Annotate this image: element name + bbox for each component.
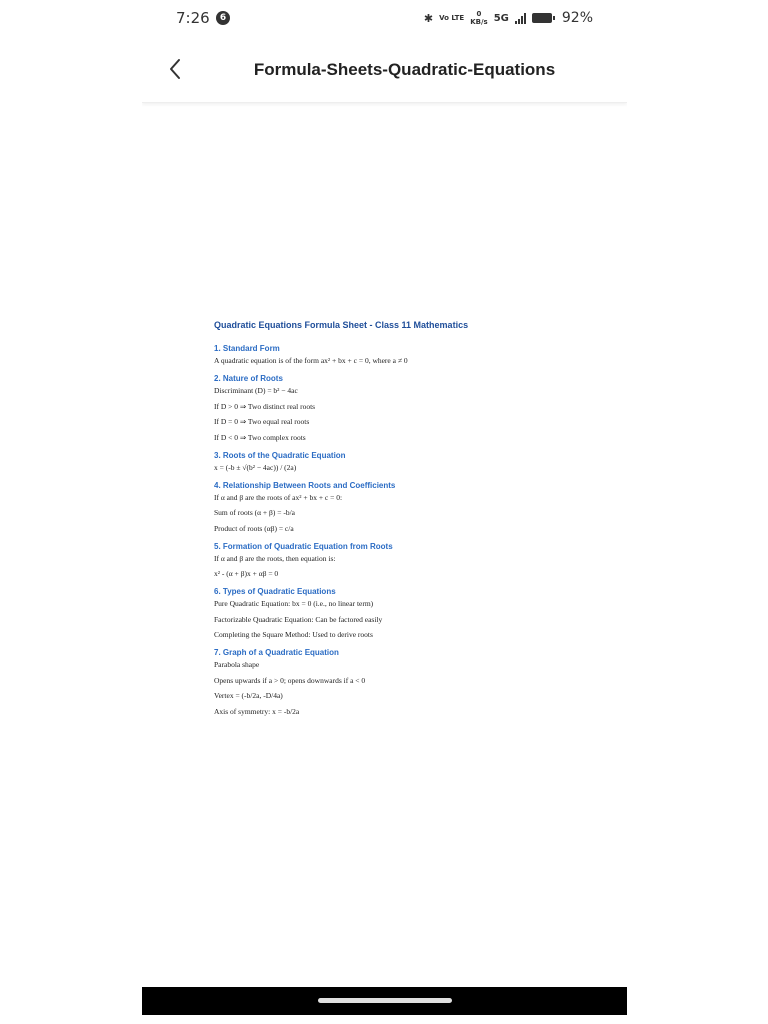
section-line: Product of roots (αβ) = c/a	[214, 523, 294, 533]
net-speed-unit: KB/s	[470, 18, 488, 26]
doc-section	[214, 344, 574, 365]
doc-section	[214, 648, 574, 716]
status-time: 7:26	[176, 9, 210, 27]
signal-icon	[515, 13, 526, 24]
section-line: A quadratic equation is of the form ax² + bx + c = 0, where a ≠ 0	[214, 356, 408, 365]
section-heading: 6. Types of Quadratic Equations	[214, 587, 336, 596]
doc-section	[214, 542, 574, 579]
section-heading: 2. Nature of Roots	[214, 374, 283, 383]
doc-section	[214, 481, 574, 533]
net-speed-value: 0	[476, 10, 482, 18]
net-speed	[470, 10, 487, 26]
app-header	[142, 38, 627, 103]
volte-icon: Vo LTE	[439, 14, 465, 22]
page-title: Formula-Sheets-Quadratic-Equations	[253, 60, 556, 79]
section-heading: 5. Formation of Quadratic Equation from Roots	[214, 541, 393, 551]
section-line: Completing the Square Method: Used to derive roots	[214, 630, 373, 639]
status-icons	[424, 8, 593, 28]
section-line: Vertex = (-b/2a, -D/4a)	[214, 691, 283, 700]
battery-percent: 92%	[561, 10, 593, 26]
section-heading: 1. Standard Form	[214, 344, 280, 353]
section-heading: 7. Graph of a Quadratic Equation	[214, 648, 339, 657]
section-heading: 4. Relationship Between Roots and Coefficients	[214, 480, 396, 490]
section-line: Pure Quadratic Equation: bx = 0 (i.e., no linear term)	[214, 599, 374, 608]
section-line: x = (-b ± √(b² − 4ac)) / (2a)	[214, 462, 297, 472]
section-line: Parabola shape	[214, 660, 260, 669]
network-type: 5G	[493, 12, 509, 24]
section-line: If α and β are the roots, then equation is:	[214, 553, 336, 563]
section-line: If α and β are the roots of ax² + bx + c = 0:	[214, 492, 343, 502]
navigation-bar	[142, 987, 627, 1015]
doc-section	[214, 587, 574, 639]
home-gesture-handle[interactable]	[318, 998, 452, 1003]
section-line: If D = 0 ⇒ Two equal real roots	[214, 417, 310, 426]
app-window	[142, 0, 627, 1015]
doc-section	[214, 451, 574, 472]
back-button[interactable]	[162, 55, 190, 83]
section-heading: 3. Roots of the Quadratic Equation	[214, 450, 346, 460]
bluetooth-icon: ✱	[423, 11, 434, 25]
battery-icon	[532, 13, 552, 23]
notification-count-badge: 6	[216, 11, 230, 25]
section-line: Discriminant (D) = b² − 4ac	[214, 386, 298, 395]
section-line: Axis of symmetry: x = -b/2a	[214, 706, 300, 716]
section-line: If D > 0 ⇒ Two distinct real roots	[214, 401, 316, 411]
section-line: Opens upwards if a > 0; opens downwards if a < 0	[214, 675, 366, 685]
section-line: Factorizable Quadratic Equation: Can be factored easily	[214, 614, 383, 624]
doc-section	[214, 374, 574, 442]
document-title: Quadratic Equations Formula Sheet - Class 11 Mathematics	[214, 320, 469, 330]
document-page	[214, 320, 574, 725]
status-bar	[142, 0, 627, 38]
section-line: Sum of roots (α + β) = -b/a	[214, 508, 295, 517]
section-line: x² - (α + β)x + αβ = 0	[214, 569, 279, 578]
chevron-left-icon	[162, 55, 190, 83]
section-line: If D < 0 ⇒ Two complex roots	[214, 432, 306, 442]
